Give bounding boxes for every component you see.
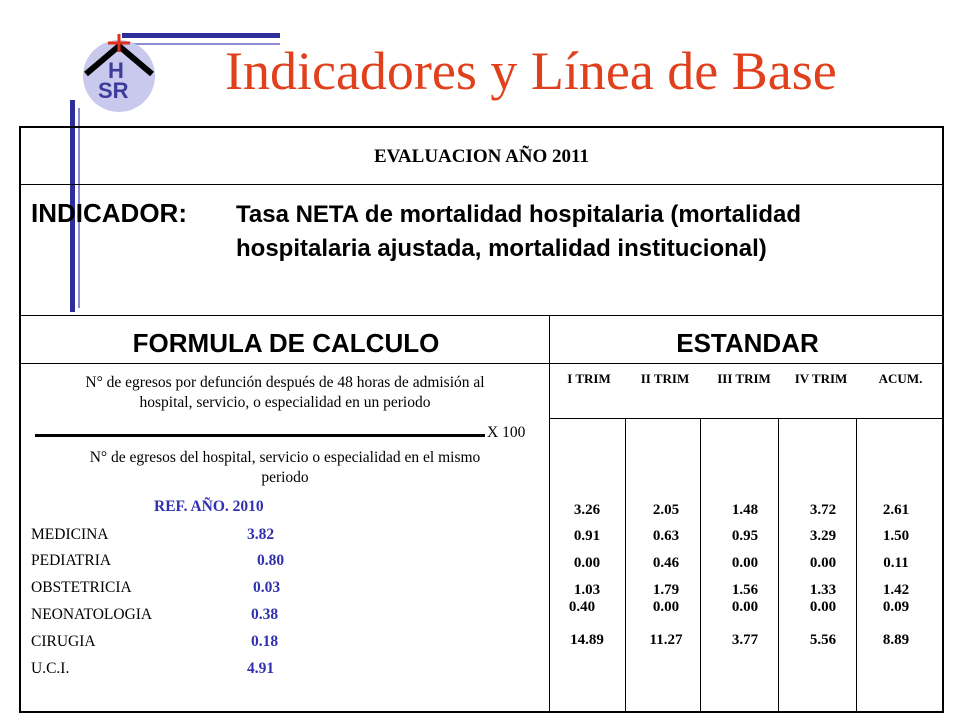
standard-header: ESTANDAR (676, 328, 819, 358)
standard-value-cell: 0.00 (731, 555, 759, 571)
standard-value-cell: 2.61 (882, 502, 910, 518)
period-header-q2: II TRIM (640, 371, 690, 386)
standard-value-cell: 1.48 (731, 502, 759, 518)
service-ref-value: 0.80 (257, 552, 285, 569)
indicator-table (19, 126, 944, 713)
indicator-label: INDICADOR: (31, 198, 187, 228)
denominator-line1: N° de egresos del hospital, servicio o especialidad en el mismo (89, 449, 481, 466)
service-name: MEDICINA (31, 526, 109, 543)
formula-numerator (21, 373, 549, 413)
service-ref-value: 0.03 (253, 579, 281, 596)
standard-value-cell: 2.05 (652, 502, 680, 518)
formula-denominator (21, 448, 549, 488)
evaluation-year: EVALUACION AÑO 2011 (373, 146, 590, 167)
logo-letters-bottom: SR (98, 78, 129, 103)
standard-value-cell: 14.89 (570, 632, 604, 648)
standard-value-cell: 1.79 (652, 582, 680, 598)
standard-value-cell: 1.56 (731, 582, 759, 598)
standard-value-cell: 0.40 (568, 599, 596, 615)
numerator-line2: hospital, servicio, o especialidad en un periodo (139, 394, 431, 411)
period-header-q3: III TRIM (717, 371, 771, 386)
standard-value-cell: 1.03 (573, 582, 601, 598)
period-header-acum: ACUM. (878, 371, 923, 386)
reference-year: REF. AÑO. 2010 (154, 498, 264, 515)
service-name: CIRUGIA (31, 633, 96, 650)
divider-3 (21, 363, 942, 364)
standard-value-cell: 3.77 (731, 632, 759, 648)
standard-value-cell: 0.00 (809, 599, 837, 615)
indicator-text-line1: Tasa NETA de mortalidad hospitalaria (mortalidad (236, 201, 801, 228)
service-name: NEONATOLOGIA (31, 606, 153, 623)
service-name: OBSTETRICIA (31, 579, 132, 596)
indicator-text-line2: hospitalaria ajustada, mortalidad institucional) (236, 235, 767, 262)
service-name: U.C.I. (31, 660, 70, 677)
logo-letter-top: H (108, 58, 124, 83)
column-divider (549, 315, 550, 713)
period-header-divider (549, 418, 944, 419)
period-col-divider (625, 418, 626, 713)
standard-value-cell: 0.09 (882, 599, 910, 615)
period-header-q1: I TRIM (567, 371, 611, 386)
standard-value-cell: 0.63 (652, 528, 680, 544)
standard-value-cell: 0.00 (809, 555, 837, 571)
standard-value-cell: 3.72 (809, 502, 837, 518)
standard-value-cell: 0.95 (731, 528, 759, 544)
hospital-logo (78, 32, 160, 114)
standard-value-cell: 0.91 (573, 528, 601, 544)
service-ref-value: 0.18 (251, 633, 279, 650)
standard-value-cell: 0.11 (883, 555, 909, 571)
standard-value-cell: 1.33 (809, 582, 837, 598)
service-ref-value: 0.38 (251, 606, 279, 623)
standard-value-cell: 3.29 (809, 528, 837, 544)
standard-value-cell: 0.00 (731, 599, 759, 615)
service-ref-value: 3.82 (247, 526, 275, 543)
formula-multiplier: X 100 (487, 424, 526, 441)
standard-value-cell: 8.89 (882, 632, 910, 648)
standard-value-cell: 1.50 (882, 528, 910, 544)
standard-value-cell: 0.46 (652, 555, 680, 571)
standard-value-cell: 1.42 (882, 582, 910, 598)
formula-header: FORMULA DE CALCULO (132, 328, 440, 358)
divider-1 (21, 184, 942, 185)
service-name: PEDIATRIA (31, 552, 112, 569)
fraction-line (35, 434, 485, 437)
divider-2 (21, 315, 942, 316)
period-header-q4: IV TRIM (794, 371, 848, 386)
numerator-line1: N° de egresos por defunción después de 48 horas de admisión al (85, 374, 485, 391)
denominator-line2: periodo (261, 469, 309, 486)
service-ref-value: 4.91 (247, 660, 275, 677)
page-title: Indicadores y Línea de Base (225, 41, 837, 101)
standard-value-cell: 0.00 (573, 555, 601, 571)
standard-value-cell: 0.00 (652, 599, 680, 615)
indicator-text (236, 198, 936, 266)
standard-value-cell: 3.26 (573, 502, 601, 518)
standard-value-cell: 5.56 (809, 632, 837, 648)
standard-value-cell: 11.27 (649, 632, 683, 648)
